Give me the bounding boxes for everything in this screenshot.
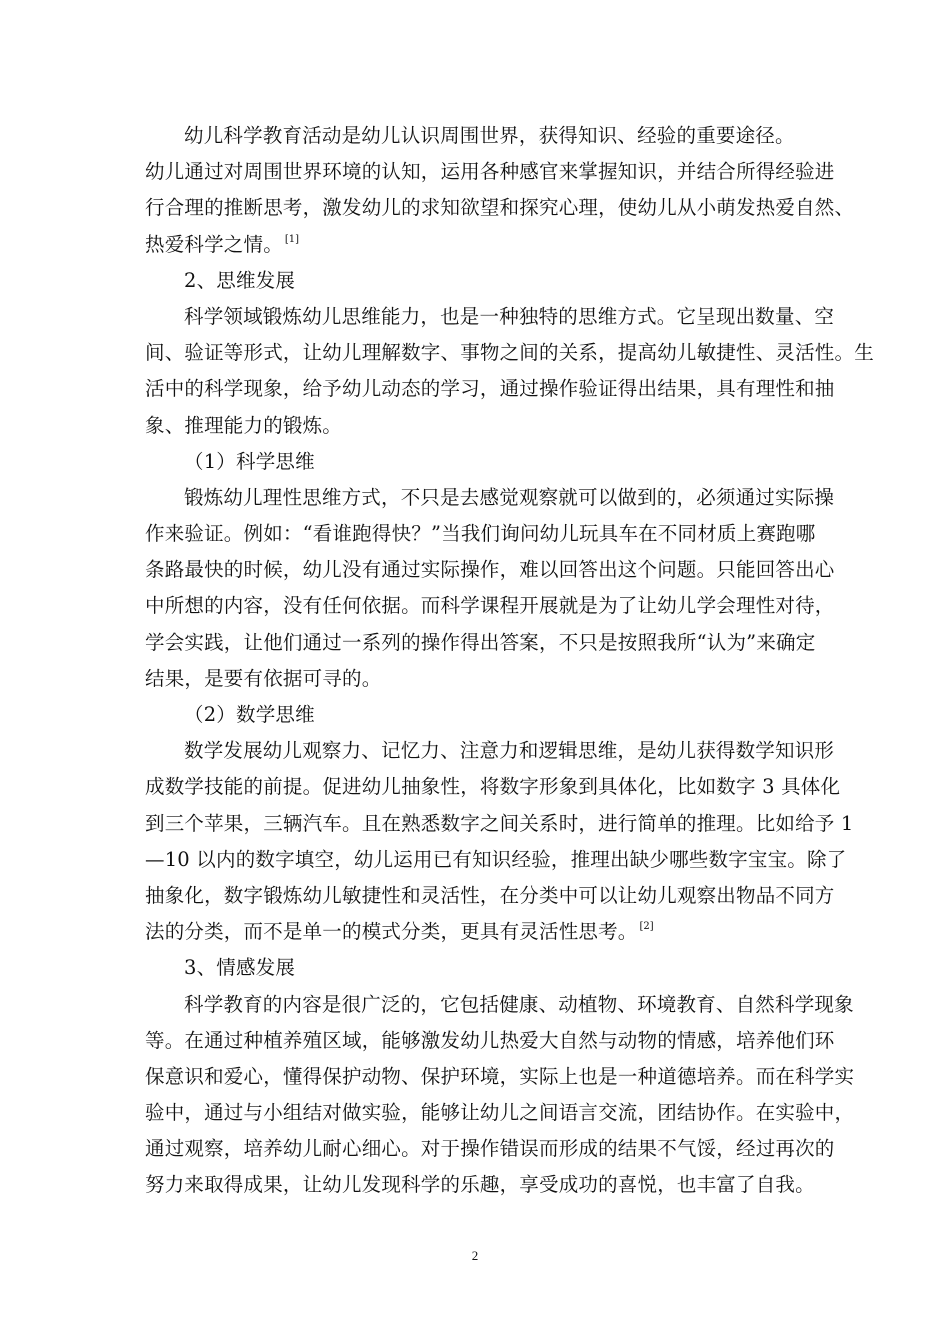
text-line: 数学发展幼儿观察力、记忆力、注意力和逻辑思维，是幼儿获得数学知识形	[184, 739, 835, 763]
text-line: 抽象化，数字锻炼幼儿敏捷性和灵活性，在分类中可以让幼儿观察出物品不同方	[145, 883, 835, 907]
paragraph-math-thinking	[145, 733, 854, 950]
text-line: 条路最快的时候，幼儿没有通过实际操作，难以回答出这个问题。只能回答出心	[145, 558, 835, 582]
text-line: 间、验证等形式，让幼儿理解数字、事物之间的关系，提高幼儿敏捷性、灵活性。生	[145, 341, 874, 365]
paragraph-science-education	[145, 118, 855, 263]
text-line: 结果，是要有依据可寻的。	[145, 666, 382, 690]
text-line: 科学领域锻炼幼儿思维能力，也是一种独特的思维方式。它呈现出数量、空	[184, 304, 835, 328]
text-line: 中所想的内容，没有任何依据。而科学课程开展就是为了让幼儿学会理性对待，	[145, 594, 835, 618]
text-line: 幼儿通过对周围世界环境的认知，运用各种感官来掌握知识，并结合所得经验进	[145, 160, 835, 184]
text-line: 努力来取得成果，让幼儿发现科学的乐趣，享受成功的喜悦，也丰富了自我。	[145, 1173, 815, 1197]
text-line: 验中，通过与小组结对做实验，能够让幼儿之间语言交流，团结协作。在实验中，	[145, 1101, 855, 1125]
text-line: 成数学技能的前提。促进幼儿抽象性，将数字形象到具体化，比如数字 3 具体化	[145, 775, 841, 799]
text-line: 锻炼幼儿理性思维方式，不只是去感觉观察就可以做到的，必须通过实际操	[184, 485, 835, 509]
text-line: —10 以内的数字填空，幼儿运用已有知识经验，推理出缺少哪些数字宝宝。除了	[145, 847, 847, 871]
text-line: 通过观察，培养幼儿耐心细心。对于操作错误而形成的结果不气馁，经过再次的	[145, 1137, 835, 1161]
text-line: 幼儿科学教育活动是幼儿认识周围世界，获得知识、经验的重要途径。	[184, 124, 795, 147]
paragraph-scientific-thinking	[145, 480, 835, 697]
text-line: 活中的科学现象，给予幼儿动态的学习，通过操作验证得出结果，具有理性和抽	[145, 377, 835, 401]
text-line: 到三个苹果，三辆汽车。且在熟悉数字之间关系时，进行简单的推理。比如给予 1	[145, 811, 854, 835]
text-line: 科学教育的内容是很广泛的，它包括健康、动植物、环境教育、自然科学现象	[184, 992, 854, 1016]
text-line: 学会实践，让他们通过一系列的操作得出答案，不只是按照我所“认为”来确定	[145, 630, 816, 654]
text-line: 等。在通过种植养殖区域，能够激发幼儿热爱大自然与动物的情感，培养他们环	[145, 1028, 835, 1052]
text-line-last	[145, 914, 810, 950]
citation-ref: [1]	[284, 233, 300, 245]
document-body	[145, 118, 874, 1204]
text-line: 作来验证。例如：“看谁跑得快？”当我们询问幼儿玩具车在不同材质上赛跑哪	[145, 522, 816, 546]
text-line: 象、推理能力的锻炼。	[145, 413, 343, 437]
paragraph-thinking	[145, 299, 874, 444]
text-line-last	[145, 227, 810, 263]
text-line-content: 法的分类，而不是单一的模式分类，更具有灵活性思考。	[145, 920, 638, 944]
text-line: 行合理的推断思考，激发幼儿的求知欲望和探究心理，使幼儿从小萌发热爱自然、	[145, 196, 855, 220]
text-line-content: 热爱科学之情。	[145, 232, 283, 256]
citation-ref: [2]	[639, 921, 654, 933]
section-heading-thinking: 2、思维发展	[184, 268, 296, 292]
paragraph-emotion	[145, 987, 855, 1204]
text-line: 保意识和爱心，懂得保护动物、保护环境，实际上也是一种道德培养。而在科学实	[145, 1064, 855, 1088]
section-heading-emotion: 3、情感发展	[184, 956, 296, 980]
subsection-heading-math-thinking: （2）数学思维	[184, 703, 315, 726]
page-number: 2	[471, 1248, 479, 1263]
subsection-heading-scientific-thinking: （1）科学思维	[184, 449, 315, 473]
